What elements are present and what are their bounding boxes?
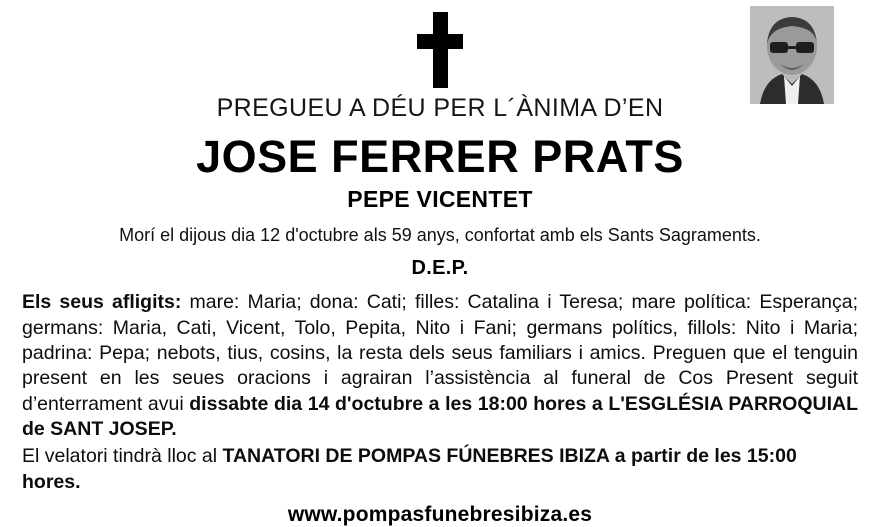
latin-cross-icon [417, 12, 463, 88]
prayer-lead-line: PREGUEU A DÉU PER L´ÀNIMA D’EN [216, 94, 664, 122]
relatives-paragraph [22, 290, 858, 442]
cross-container [22, 8, 858, 90]
wake-details: TANATORI DE POMPAS FÚNEBRES IBIZA a partir de les 15:00 hores. [22, 445, 797, 493]
wake-prefix: El velatori tindrà lloc al [22, 445, 223, 468]
portrait-image [750, 6, 834, 104]
deceased-name: JOSE FERRER PRATS [196, 131, 684, 182]
funeral-details: dissabte dia 14 d'octubre a les 18:00 hores a L'ESGLÉSIA PARROQUIAL de SANT JOSEP. [22, 392, 859, 440]
dep-abbreviation: D.E.P. [411, 257, 469, 280]
death-details-line: Morí el dijous dia 12 d'octubre als 59 anys, confortat amb els Sants Sagraments. [119, 225, 761, 246]
relatives-text: mare: Maria; dona: Cati; filles: Catalina i Teresa; mare política: Esperança; germans: Maria, Cati, Vicent, Tolo, Pepita, Nito i Fani; germans polítics, fillols: Nito i Maria; padrina: Pepa; nebots, tius, cosins, la resta dels seus familiars i amics. Preguen que el tenguin present en les seues oracions i agrairan l’assistència al funeral de Cos Present seguit d’enterrament avui [22, 291, 858, 415]
deceased-nickname: PEPE VICENTET [347, 186, 533, 213]
website-link[interactable]: www.pompasfunebresibiza.es [287, 503, 593, 526]
relatives-label: Els seus afligits: [22, 291, 182, 314]
portrait-photo [750, 6, 834, 104]
wake-paragraph [22, 444, 858, 495]
